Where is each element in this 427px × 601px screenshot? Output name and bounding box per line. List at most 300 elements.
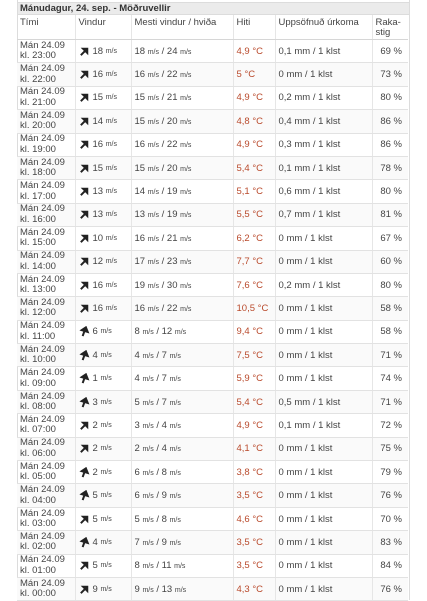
time-cell bbox=[17, 344, 75, 367]
temperature-value: 5,4 bbox=[236, 396, 250, 408]
wind-unit: m/s bbox=[100, 421, 112, 429]
table-row bbox=[17, 227, 408, 250]
wind-speed: 1 bbox=[92, 373, 98, 385]
humidity-cell: 71 % bbox=[372, 344, 408, 367]
temperature-cell bbox=[233, 531, 275, 554]
wind-direction-arrow-icon bbox=[79, 397, 90, 408]
wind-cell bbox=[75, 133, 131, 156]
temperature-cell bbox=[233, 203, 275, 226]
max-wind-gust-cell: 14 m/s / 19 m/s bbox=[131, 180, 233, 203]
max-wind-gust-cell: 5 m/s / 7 m/s bbox=[131, 390, 233, 413]
temperature-unit: °C bbox=[252, 349, 264, 361]
row-time: kl. 16:00 bbox=[20, 213, 56, 225]
max-wind-gust-cell: 16 m/s / 21 m/s bbox=[131, 227, 233, 250]
max-wind-unit: m/s bbox=[147, 235, 159, 243]
humidity-cell: 80 % bbox=[372, 86, 408, 109]
precipitation-value: 0 bbox=[278, 349, 284, 361]
time-cell bbox=[17, 180, 75, 203]
temperature-unit: °C bbox=[252, 536, 264, 548]
max-wind-unit: m/s bbox=[142, 586, 154, 594]
wind-cell bbox=[75, 40, 131, 63]
humidity-cell: 58 % bbox=[372, 297, 408, 320]
max-wind-gust-cell: 16 m/s / 22 m/s bbox=[131, 63, 233, 86]
temperature-cell bbox=[233, 273, 275, 296]
time-cell bbox=[17, 531, 75, 554]
row-time: kl. 08:00 bbox=[20, 401, 56, 413]
humidity-cell: 80 % bbox=[372, 180, 408, 203]
time-cell bbox=[17, 484, 75, 507]
gust-unit: m/s bbox=[174, 329, 187, 337]
wind-direction-arrow-icon bbox=[79, 467, 90, 478]
gust-unit: m/s bbox=[169, 446, 181, 454]
precipitation-cell bbox=[275, 577, 372, 600]
row-time: kl. 19:00 bbox=[20, 143, 56, 155]
precipitation-value: 0,6 bbox=[278, 186, 292, 198]
precipitation-unit: mm / 1 klst bbox=[294, 209, 341, 221]
table-row bbox=[17, 531, 408, 554]
column-header-temperature: Hiti bbox=[233, 15, 275, 40]
table-row bbox=[17, 507, 408, 530]
row-date: Mán 24.09 bbox=[20, 86, 65, 98]
precipitation-unit: mm / 1 klst bbox=[286, 326, 333, 338]
row-date: Mán 24.09 bbox=[20, 156, 65, 168]
row-time: kl. 13:00 bbox=[20, 284, 56, 296]
table-row bbox=[17, 367, 408, 390]
max-wind-unit: m/s bbox=[142, 446, 154, 454]
precipitation-cell bbox=[275, 531, 372, 554]
temperature-cell bbox=[233, 320, 275, 343]
gust: 24 bbox=[166, 45, 178, 57]
precipitation-unit: mm / 1 klst bbox=[286, 513, 333, 525]
gust: 30 bbox=[166, 279, 178, 291]
gust-unit: m/s bbox=[169, 469, 181, 477]
wind-unit: m/s bbox=[105, 304, 117, 312]
row-date: Mán 24.09 bbox=[20, 133, 65, 145]
precipitation-value: 0,5 bbox=[278, 396, 292, 408]
max-wind: 9 bbox=[134, 583, 140, 595]
max-wind: 16 bbox=[134, 302, 146, 314]
wind-direction-arrow-icon bbox=[79, 69, 90, 80]
max-wind: 8 bbox=[134, 560, 140, 572]
wind-direction-arrow-icon bbox=[79, 163, 90, 174]
wind-direction-arrow-icon bbox=[79, 92, 90, 103]
precipitation-value: 0 bbox=[278, 513, 284, 525]
precipitation-unit: mm / 1 klst bbox=[286, 349, 333, 361]
temperature-value: 5 bbox=[236, 69, 242, 81]
temperature-unit: °C bbox=[252, 443, 264, 455]
gust: 12 bbox=[161, 326, 173, 338]
precipitation-value: 0 bbox=[278, 536, 284, 548]
precipitation-value: 0,7 bbox=[278, 209, 292, 221]
precipitation-cell bbox=[275, 40, 372, 63]
temperature-cell bbox=[233, 390, 275, 413]
row-time: kl. 20:00 bbox=[20, 120, 56, 132]
row-date: Mán 24.09 bbox=[20, 203, 65, 215]
wind-cell bbox=[75, 203, 131, 226]
gust-unit: m/s bbox=[180, 72, 192, 80]
precipitation-cell bbox=[275, 484, 372, 507]
max-wind-unit: m/s bbox=[147, 212, 159, 220]
row-date: Mán 24.09 bbox=[20, 320, 65, 332]
table-row bbox=[17, 437, 408, 460]
max-wind: 17 bbox=[134, 256, 146, 268]
column-header-accumulated-precipitation: Uppsöfnuð úrkoma bbox=[275, 15, 372, 40]
gust-unit: m/s bbox=[180, 235, 192, 243]
temperature-value: 10,5 bbox=[236, 302, 255, 314]
gust-unit: m/s bbox=[180, 305, 192, 313]
gust: 19 bbox=[166, 209, 178, 221]
wind-unit: m/s bbox=[105, 281, 117, 289]
wind-direction-arrow-icon bbox=[79, 233, 90, 244]
row-time: kl. 12:00 bbox=[20, 307, 56, 319]
table-row bbox=[17, 40, 408, 63]
temperature-unit: °C bbox=[252, 373, 264, 385]
gust-unit: m/s bbox=[174, 586, 187, 594]
max-wind: 5 bbox=[134, 396, 140, 408]
max-wind: 14 bbox=[134, 186, 146, 198]
wind-speed: 5 bbox=[92, 513, 98, 525]
gust: 20 bbox=[166, 162, 178, 174]
temperature-cell bbox=[233, 86, 275, 109]
temperature-unit: °C bbox=[252, 490, 264, 502]
temperature-value: 7,7 bbox=[236, 256, 250, 268]
max-wind: 13 bbox=[134, 209, 146, 221]
wind-direction-arrow-icon bbox=[79, 560, 90, 571]
precipitation-unit: mm / 1 klst bbox=[294, 92, 341, 104]
max-wind: 2 bbox=[134, 443, 140, 455]
time-cell bbox=[17, 203, 75, 226]
row-date: Mán 24.09 bbox=[20, 554, 65, 566]
column-header-max-wind-gust: Mesti vindur / hviða bbox=[131, 15, 233, 40]
temperature-cell bbox=[233, 180, 275, 203]
precipitation-cell bbox=[275, 156, 372, 179]
max-wind-gust-cell: 2 m/s / 4 m/s bbox=[131, 437, 233, 460]
wind-speed: 14 bbox=[92, 115, 104, 127]
humidity-cell: 70 % bbox=[372, 507, 408, 530]
time-cell bbox=[17, 390, 75, 413]
precipitation-value: 0 bbox=[278, 560, 284, 572]
wind-unit: m/s bbox=[100, 398, 112, 406]
max-wind-unit: m/s bbox=[147, 118, 159, 126]
max-wind-unit: m/s bbox=[142, 493, 154, 501]
wind-unit: m/s bbox=[105, 71, 117, 79]
max-wind-gust-cell: 9 m/s / 13 m/s bbox=[131, 577, 233, 600]
wind-unit: m/s bbox=[105, 188, 117, 196]
row-time: kl. 14:00 bbox=[20, 260, 56, 272]
max-wind-gust-cell: 15 m/s / 20 m/s bbox=[131, 156, 233, 179]
precipitation-cell bbox=[275, 437, 372, 460]
gust-unit: m/s bbox=[169, 493, 181, 501]
row-time: kl. 05:00 bbox=[20, 471, 56, 483]
max-wind-unit: m/s bbox=[142, 516, 154, 524]
temperature-unit: °C bbox=[252, 186, 264, 198]
humidity-cell: 84 % bbox=[372, 554, 408, 577]
max-wind-gust-cell: 4 m/s / 7 m/s bbox=[131, 367, 233, 390]
wind-speed: 2 bbox=[92, 466, 98, 478]
table-row bbox=[17, 297, 408, 320]
wind-speed: 5 bbox=[92, 560, 98, 572]
wind-speed: 13 bbox=[92, 209, 104, 221]
temperature-unit: °C bbox=[252, 583, 264, 595]
max-wind-unit: m/s bbox=[147, 305, 159, 313]
precipitation-value: 0 bbox=[278, 490, 284, 502]
time-cell bbox=[17, 40, 75, 63]
table-row bbox=[17, 484, 408, 507]
gust-unit: m/s bbox=[180, 165, 192, 173]
wind-unit: m/s bbox=[105, 164, 117, 172]
gust: 8 bbox=[161, 513, 167, 525]
wind-speed: 12 bbox=[92, 256, 104, 268]
max-wind-gust-cell: 4 m/s / 7 m/s bbox=[131, 344, 233, 367]
max-wind-gust-cell: 16 m/s / 22 m/s bbox=[131, 133, 233, 156]
row-time: kl. 11:00 bbox=[20, 330, 56, 342]
gust-unit: m/s bbox=[169, 352, 181, 360]
humidity-cell: 86 % bbox=[372, 133, 408, 156]
gust: 23 bbox=[166, 256, 178, 268]
wind-unit: m/s bbox=[100, 585, 112, 593]
precipitation-cell bbox=[275, 390, 372, 413]
gust-unit: m/s bbox=[180, 142, 192, 150]
wind-speed: 13 bbox=[92, 186, 104, 198]
row-date: Mán 24.09 bbox=[20, 63, 65, 75]
precipitation-cell bbox=[275, 507, 372, 530]
wind-speed: 18 bbox=[92, 45, 104, 57]
time-cell bbox=[17, 507, 75, 530]
precipitation-unit: mm / 1 klst bbox=[294, 279, 341, 291]
precipitation-unit: mm / 1 klst bbox=[286, 302, 333, 314]
max-wind-unit: m/s bbox=[142, 422, 154, 430]
wind-cell bbox=[75, 367, 131, 390]
wind-unit: m/s bbox=[100, 468, 112, 476]
wind-direction-arrow-icon bbox=[79, 514, 90, 525]
humidity-cell: 80 % bbox=[372, 273, 408, 296]
wind-speed: 16 bbox=[92, 139, 104, 151]
row-time: kl. 15:00 bbox=[20, 237, 56, 249]
wind-unit: m/s bbox=[105, 258, 117, 266]
row-date: Mán 24.09 bbox=[20, 437, 65, 449]
wind-cell bbox=[75, 437, 131, 460]
gust: 7 bbox=[161, 349, 167, 361]
row-time: kl. 07:00 bbox=[20, 424, 56, 436]
wind-direction-arrow-icon bbox=[79, 373, 90, 384]
precipitation-unit: mm / 1 klst bbox=[286, 443, 333, 455]
gust-unit: m/s bbox=[180, 259, 192, 267]
precipitation-value: 0 bbox=[278, 232, 284, 244]
temperature-value: 4,9 bbox=[236, 45, 250, 57]
table-row bbox=[17, 554, 408, 577]
precipitation-unit: mm / 1 klst bbox=[294, 45, 341, 57]
wind-cell bbox=[75, 554, 131, 577]
column-header-wind: Vindur bbox=[75, 15, 131, 40]
time-cell bbox=[17, 461, 75, 484]
gust-unit: m/s bbox=[180, 48, 192, 56]
wind-cell bbox=[75, 86, 131, 109]
wind-cell bbox=[75, 63, 131, 86]
temperature-cell bbox=[233, 344, 275, 367]
wind-cell bbox=[75, 484, 131, 507]
wind-cell bbox=[75, 227, 131, 250]
precipitation-unit: mm / 1 klst bbox=[294, 162, 341, 174]
row-time: kl. 01:00 bbox=[20, 564, 56, 576]
precipitation-value: 0,4 bbox=[278, 115, 292, 127]
wind-direction-arrow-icon bbox=[79, 209, 90, 220]
temperature-cell bbox=[233, 250, 275, 273]
wind-direction-arrow-icon bbox=[79, 490, 90, 501]
precipitation-unit: mm / 1 klst bbox=[294, 139, 341, 151]
row-time: kl. 00:00 bbox=[20, 588, 56, 600]
precipitation-unit: mm / 1 klst bbox=[286, 536, 333, 548]
temperature-cell bbox=[233, 63, 275, 86]
temperature-unit: °C bbox=[252, 419, 264, 431]
temperature-value: 4,8 bbox=[236, 115, 250, 127]
temperature-unit: °C bbox=[252, 256, 264, 268]
time-cell bbox=[17, 437, 75, 460]
row-date: Mán 24.09 bbox=[20, 273, 65, 285]
temperature-unit: °C bbox=[252, 209, 264, 221]
gust: 22 bbox=[166, 302, 178, 314]
wind-speed: 2 bbox=[92, 443, 98, 455]
temperature-value: 5,1 bbox=[236, 186, 250, 198]
time-cell bbox=[17, 320, 75, 343]
wind-unit: m/s bbox=[100, 538, 112, 546]
row-date: Mán 24.09 bbox=[20, 367, 65, 379]
precipitation-cell bbox=[275, 414, 372, 437]
precipitation-cell bbox=[275, 180, 372, 203]
wind-direction-arrow-icon bbox=[79, 139, 90, 150]
precipitation-value: 0 bbox=[278, 466, 284, 478]
gust: 22 bbox=[166, 139, 178, 151]
max-wind-gust-cell: 6 m/s / 9 m/s bbox=[131, 484, 233, 507]
precipitation-value: 0,1 bbox=[278, 162, 292, 174]
wind-unit: m/s bbox=[105, 94, 117, 102]
max-wind-unit: m/s bbox=[147, 48, 159, 56]
humidity-cell: 73 % bbox=[372, 63, 408, 86]
time-cell bbox=[17, 250, 75, 273]
precipitation-cell bbox=[275, 227, 372, 250]
temperature-value: 7,6 bbox=[236, 279, 250, 291]
precipitation-value: 0 bbox=[278, 373, 284, 385]
precipitation-unit: mm / 1 klst bbox=[286, 466, 333, 478]
wind-direction-arrow-icon bbox=[79, 256, 90, 267]
max-wind-gust-cell: 5 m/s / 8 m/s bbox=[131, 507, 233, 530]
row-date: Mán 24.09 bbox=[20, 413, 65, 425]
max-wind: 18 bbox=[134, 45, 146, 57]
row-date: Mán 24.09 bbox=[20, 180, 65, 192]
max-wind: 4 bbox=[134, 349, 140, 361]
gust: 7 bbox=[161, 373, 167, 385]
wind-direction-arrow-icon bbox=[79, 303, 90, 314]
gust: 9 bbox=[161, 490, 167, 502]
temperature-value: 4,9 bbox=[236, 92, 250, 104]
time-cell bbox=[17, 554, 75, 577]
wind-cell bbox=[75, 507, 131, 530]
max-wind: 16 bbox=[134, 69, 146, 81]
wind-speed: 4 bbox=[92, 349, 98, 361]
max-wind: 15 bbox=[134, 115, 146, 127]
wind-cell bbox=[75, 320, 131, 343]
max-wind-gust-cell: 8 m/s / 12 m/s bbox=[131, 320, 233, 343]
table-header-row bbox=[17, 15, 408, 40]
table-row bbox=[17, 180, 408, 203]
humidity-cell: 72 % bbox=[372, 414, 408, 437]
time-cell bbox=[17, 63, 75, 86]
table-row bbox=[17, 156, 408, 179]
row-time: kl. 09:00 bbox=[20, 377, 56, 389]
wind-speed: 2 bbox=[92, 419, 98, 431]
max-wind: 16 bbox=[134, 232, 146, 244]
table-row bbox=[17, 273, 408, 296]
wind-direction-arrow-icon bbox=[79, 186, 90, 197]
wind-speed: 6 bbox=[92, 326, 98, 338]
row-date: Mán 24.09 bbox=[20, 507, 65, 519]
table-row bbox=[17, 133, 408, 156]
max-wind-gust-cell: 15 m/s / 21 m/s bbox=[131, 86, 233, 109]
humidity-cell: 58 % bbox=[372, 320, 408, 343]
gust-unit: m/s bbox=[169, 399, 181, 407]
table-row bbox=[17, 86, 408, 109]
time-cell bbox=[17, 577, 75, 600]
wind-speed: 3 bbox=[92, 396, 98, 408]
wind-speed: 15 bbox=[92, 162, 104, 174]
temperature-unit: °C bbox=[244, 69, 256, 81]
temperature-unit: °C bbox=[252, 162, 264, 174]
wind-cell bbox=[75, 250, 131, 273]
precipitation-unit: mm / 1 klst bbox=[286, 490, 333, 502]
temperature-value: 5,5 bbox=[236, 209, 250, 221]
humidity-cell: 60 % bbox=[372, 250, 408, 273]
wind-speed: 4 bbox=[92, 536, 98, 548]
row-time: kl. 04:00 bbox=[20, 494, 56, 506]
temperature-cell bbox=[233, 110, 275, 133]
max-wind-unit: m/s bbox=[147, 189, 159, 197]
max-wind: 16 bbox=[134, 139, 146, 151]
table-row bbox=[17, 203, 408, 226]
precipitation-cell bbox=[275, 63, 372, 86]
wind-unit: m/s bbox=[100, 515, 112, 523]
precipitation-cell bbox=[275, 273, 372, 296]
gust-unit: m/s bbox=[169, 376, 181, 384]
temperature-value: 7,5 bbox=[236, 349, 250, 361]
gust-unit: m/s bbox=[180, 282, 192, 290]
wind-unit: m/s bbox=[105, 211, 117, 219]
precipitation-value: 0 bbox=[278, 302, 284, 314]
max-wind: 7 bbox=[134, 536, 140, 548]
precipitation-unit: mm / 1 klst bbox=[286, 560, 333, 572]
row-date: Mán 24.09 bbox=[20, 109, 65, 121]
row-time: kl. 18:00 bbox=[20, 167, 56, 179]
gust-unit: m/s bbox=[180, 189, 192, 197]
gust: 21 bbox=[166, 92, 178, 104]
temperature-unit: °C bbox=[252, 92, 264, 104]
time-cell bbox=[17, 110, 75, 133]
column-header-humidity: Raka- stig bbox=[372, 15, 408, 40]
precipitation-unit: mm / 1 klst bbox=[294, 419, 341, 431]
max-wind: 6 bbox=[134, 466, 140, 478]
temperature-cell bbox=[233, 156, 275, 179]
precipitation-unit: mm / 1 klst bbox=[294, 396, 341, 408]
wind-unit: m/s bbox=[100, 445, 112, 453]
temperature-value: 3,5 bbox=[236, 490, 250, 502]
temperature-cell bbox=[233, 297, 275, 320]
humidity-cell: 71 % bbox=[372, 390, 408, 413]
location-header: Mánudagur, 24. sep. - Möðruvellir bbox=[17, 2, 410, 15]
row-time: kl. 02:00 bbox=[20, 541, 56, 553]
temperature-cell bbox=[233, 461, 275, 484]
gust: 22 bbox=[166, 69, 178, 81]
wind-unit: m/s bbox=[105, 47, 117, 55]
precipitation-unit: mm / 1 klst bbox=[286, 583, 333, 595]
wind-direction-arrow-icon bbox=[79, 537, 90, 548]
